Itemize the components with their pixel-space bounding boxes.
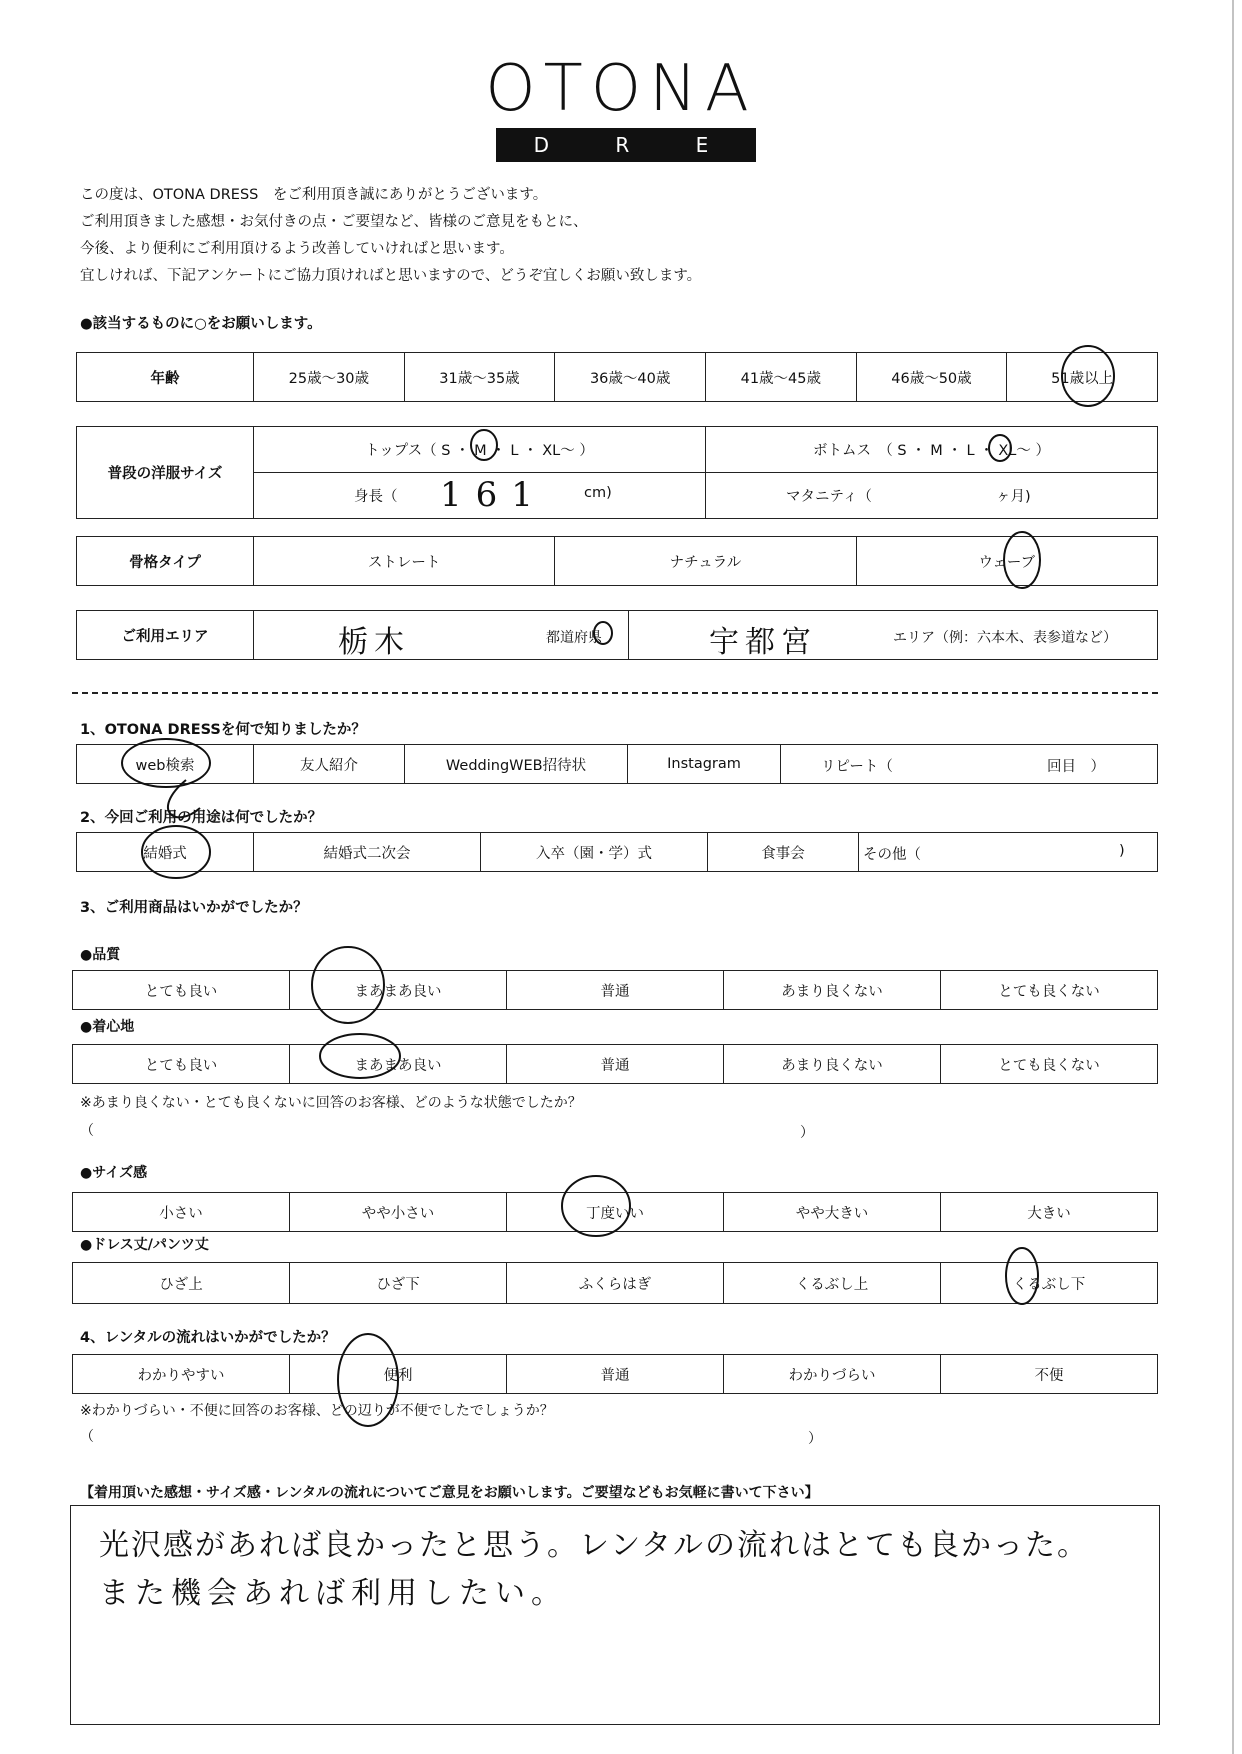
other-label: その他（ (863, 847, 921, 863)
fit-option[interactable]: やや小さい (290, 1193, 507, 1232)
length-option[interactable]: くるぶし下 (941, 1263, 1158, 1304)
maternity-label: マタニティ（ (786, 489, 872, 505)
frame-table (76, 536, 1158, 586)
prefecture-field[interactable] (254, 611, 629, 660)
prefecture-value: 栃木 (338, 625, 410, 660)
q4-title: 4、レンタルの流れはいかがでしたか？ (80, 1330, 336, 1346)
tops-size[interactable]: トップス（ S ・ M ・ L ・ XL～ ） (254, 427, 706, 473)
brand-logo: OTONA (485, 52, 757, 126)
quality-option[interactable]: とても良くない (941, 971, 1158, 1010)
frame-option[interactable]: ウェーブ (856, 537, 1157, 586)
size-table (76, 426, 1158, 519)
comment-line: また機会あれば利用したい。 (99, 1576, 567, 1611)
age-option[interactable]: 25歳～30歳 (254, 353, 405, 402)
maternity-field[interactable] (706, 473, 1158, 519)
bottoms-size[interactable]: ボトムス （ S ・ M ・ L ・ XL～ ） (706, 427, 1158, 473)
length-option[interactable]: くるぶし上 (724, 1263, 941, 1304)
quality-option[interactable]: まあまあ良い (290, 971, 507, 1010)
height-unit: cm) (584, 485, 612, 501)
q4-option[interactable]: わかりづらい (724, 1355, 941, 1394)
comfort-label: ●着心地 (80, 1019, 135, 1035)
intro-line: この度は、OTONA DRESS をご利用頂き誠にありがとうございます。 (80, 187, 548, 203)
intro-line: 今後、より便利にご利用頂けるよう改善していければと思います。 (80, 241, 514, 257)
length-option[interactable]: ひざ下 (290, 1263, 507, 1304)
fit-label: ●サイズ感 (80, 1165, 148, 1181)
height-label: 身長（ (354, 489, 398, 505)
comments-title: 【着用頂いた感想・サイズ感・レンタルの流れについてご意見をお願いします。ご要望などもお気軽に書いて下さい】 (80, 1485, 819, 1501)
q2-option[interactable]: 結婚式 (77, 833, 254, 872)
other-close: ) (1119, 843, 1125, 859)
city-field[interactable] (629, 611, 1158, 660)
q4-option[interactable]: 便利 (290, 1355, 507, 1394)
age-table (76, 352, 1158, 402)
quality-label: ●品質 (80, 947, 121, 963)
q1-option-repeat[interactable] (781, 745, 1158, 784)
quality-option[interactable]: あまり良くない (724, 971, 941, 1010)
fit-option[interactable]: 丁度いい (507, 1193, 724, 1232)
maternity-unit: ヶ月) (996, 489, 1031, 505)
fit-option[interactable]: 大きい (941, 1193, 1158, 1232)
q4-option[interactable]: 不便 (941, 1355, 1158, 1394)
q1-table (76, 744, 1158, 784)
bad-note: ※あまり良くない・とても良くないに回答のお客様、どのような状態でしたか？ (80, 1095, 582, 1111)
length-option[interactable]: ひざ上 (73, 1263, 290, 1304)
comfort-table (72, 1044, 1158, 1084)
q2-option-other[interactable] (859, 833, 1158, 872)
age-option[interactable]: 36歳～40歳 (555, 353, 706, 402)
city-label: エリア（例：六本木、表参道など） (893, 630, 1117, 646)
bad-paren-close: ） (800, 1125, 814, 1141)
q1-option[interactable]: 友人紹介 (254, 745, 405, 784)
repeat-count-label: 回目 ） (1047, 759, 1105, 775)
age-option[interactable]: 31歳～35歳 (404, 353, 555, 402)
q4-paren-close: ） (808, 1431, 822, 1447)
area-label: ご利用エリア (77, 611, 254, 660)
comfort-option[interactable]: とても良い (73, 1045, 290, 1084)
q1-option[interactable]: WeddingWEB招待状 (405, 745, 628, 784)
intro-line: 宜しければ、下記アンケートにご協力頂ければと思いますので、どうぞ宜しくお願い致します。 (80, 268, 702, 284)
frame-option[interactable]: ナチュラル (555, 537, 856, 586)
size-label: 普段の洋服サイズ (77, 427, 254, 519)
q4-option[interactable]: わかりやすい (73, 1355, 290, 1394)
age-option[interactable]: 46歳～50歳 (856, 353, 1007, 402)
q4-option[interactable]: 普通 (507, 1355, 724, 1394)
bad-paren-open: （ (80, 1123, 94, 1139)
city-value: 宇都宮 (709, 625, 817, 660)
divider (72, 692, 1158, 694)
age-label: 年齢 (77, 353, 254, 402)
q2-table (76, 832, 1158, 872)
intro-text (80, 182, 701, 290)
q2-option[interactable]: 入卒（園・学）式 (481, 833, 708, 872)
instruction: ●該当するものに○をお願いします。 (80, 316, 322, 332)
length-table (72, 1262, 1158, 1304)
q2-option[interactable]: 食事会 (708, 833, 859, 872)
comfort-option[interactable]: とても良くない (941, 1045, 1158, 1084)
comfort-option[interactable]: まあまあ良い (290, 1045, 507, 1084)
fit-option[interactable]: やや大きい (724, 1193, 941, 1232)
q4-table (72, 1354, 1158, 1394)
repeat-label: リピート（ (821, 759, 893, 775)
area-table (76, 610, 1158, 660)
length-label: ●ドレス丈/パンツ丈 (80, 1237, 209, 1253)
q1-option[interactable]: Instagram (628, 745, 781, 784)
q2-title: 2、今回ご利用の用途は何でしたか？ (80, 810, 323, 826)
fit-table (72, 1192, 1158, 1232)
quality-option[interactable]: とても良い (73, 971, 290, 1010)
quality-option[interactable]: 普通 (507, 971, 724, 1010)
q4-note: ※わかりづらい・不便に回答のお客様、どの辺りが不便でしたでしょうか？ (80, 1403, 554, 1419)
q4-paren-open: （ (80, 1429, 94, 1445)
age-option[interactable]: 51歳以上 (1007, 353, 1158, 402)
quality-table (72, 970, 1158, 1010)
height-value: 161 (440, 475, 547, 515)
height-field[interactable] (254, 473, 706, 519)
frame-label: 骨格タイプ (77, 537, 254, 586)
scan-edge (1232, 0, 1234, 1754)
frame-option[interactable]: ストレート (254, 537, 555, 586)
comments-box[interactable] (70, 1505, 1160, 1725)
comfort-option[interactable]: あまり良くない (724, 1045, 941, 1084)
age-option[interactable]: 41歳～45歳 (705, 353, 856, 402)
comment-line: 光沢感があれば良かったと思う。レンタルの流れはとても良かった。 (99, 1528, 1090, 1563)
intro-line: ご利用頂きました感想・お気付きの点・ご要望など、皆様のご意見をもとに、 (80, 214, 588, 230)
q3-title: 3、ご利用商品はいかがでしたか？ (80, 900, 308, 916)
q1-option[interactable]: web検索 (77, 745, 254, 784)
comfort-option[interactable]: 普通 (507, 1045, 724, 1084)
fit-option[interactable]: 小さい (73, 1193, 290, 1232)
q1-title: 1、OTONA DRESSを何で知りましたか？ (80, 722, 366, 738)
q2-option[interactable]: 結婚式二次会 (254, 833, 481, 872)
brand-sub: D R E S S (496, 128, 756, 162)
length-option[interactable]: ふくらはぎ (507, 1263, 724, 1304)
prefecture-label: 都道府県 (546, 630, 602, 646)
